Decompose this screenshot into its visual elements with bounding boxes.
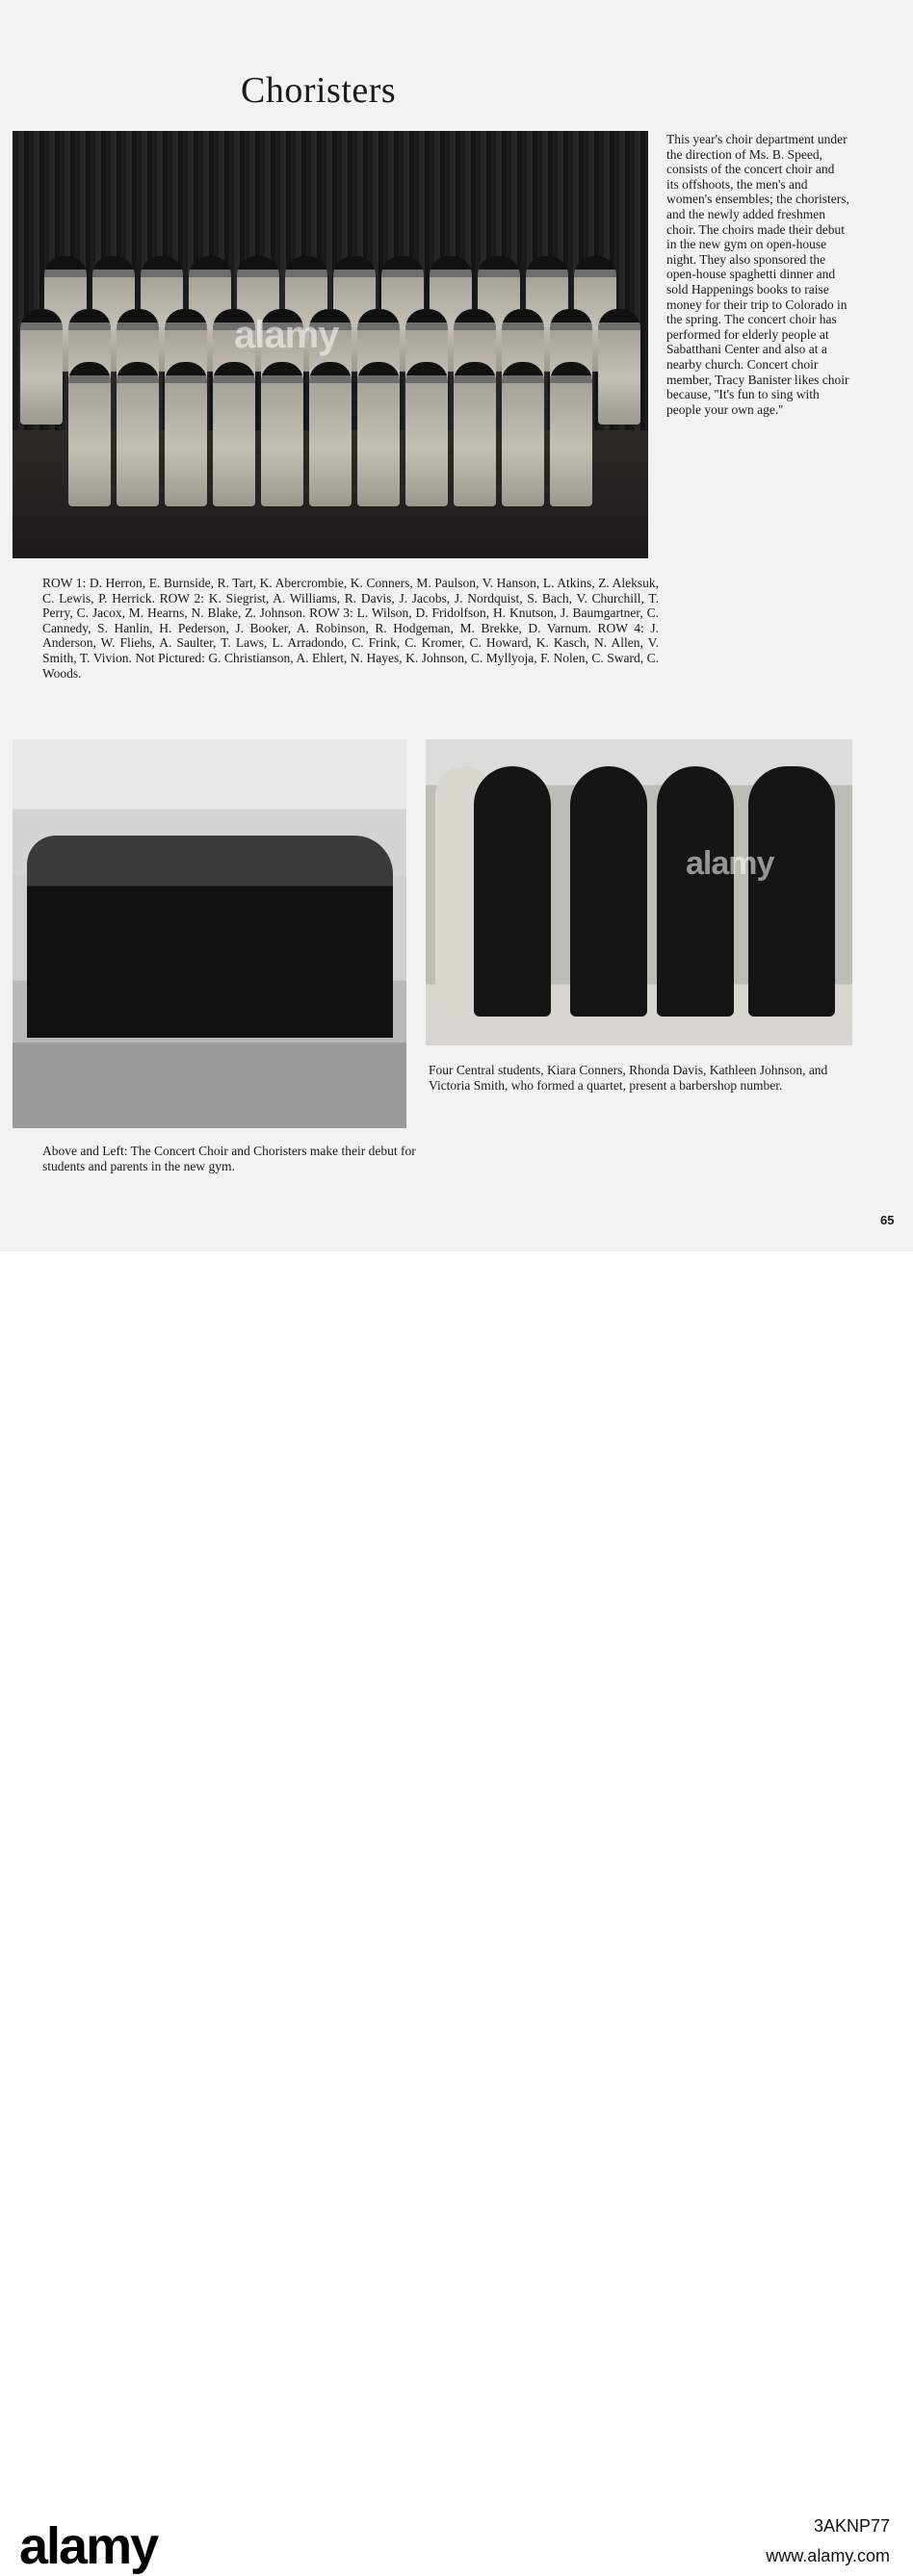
alamy-logo: alamy — [19, 2517, 158, 2575]
choir-description: This year's choir department under the direction of Ms. B. Speed, consists of the concert choir and its offshoots, the men's and women's ensembles; the choristers, and the newly added freshmen choir. The choirs made their debut in the new gym on open-house night. They also sponsored the open-house spaghetti dinner and sold Happenings books to raise money for their trip to Colorado in the spring. The concert choir has performed for elderly people at Sabatthani Center and also at a nearby church. Concert choir member, Tracy Banister likes choir because, ''It's fun to sing with people your own age.'' — [666, 132, 849, 417]
singer — [474, 766, 551, 1017]
choir-on-risers — [27, 836, 393, 1038]
concert-caption: Above and Left: The Concert Choir and Choristers make their debut for students and parents in the new gym. — [42, 1144, 416, 1173]
page-number: 65 — [880, 1213, 895, 1227]
page-title: Choristers — [241, 70, 397, 111]
watermark-main-photo: alamy — [234, 314, 339, 356]
choir-roster: ROW 1: D. Herron, E. Burnside, R. Tart, K. Abercrombie, K. Conners, M. Paulson, V. Hanson, L. Atkins, Z. Aleksuk, C. Lewis, P. Herrick. ROW 2: K. Siegrist, A. Williams, R. Davis, J. Jacobs, J. Nordquist, S. Bach, V. Churchill, T. Perry, C. Jacox, M. Hearns, N. Blake, Z. Johnson. ROW 3: L. Wilson, D. Fridolfson, H. Knutson, J. Baumgartner, C. Cannedy, S. Hanlin, H. Pederson, J. Booker, A. Robinson, R. Hodgeman, M. Brekke, D. Varnum. ROW 4: J. Anderson, W. Fliehs, A. Saulter, T. Laws, L. Arradondo, C. Frink, C. Kromer, C. Howard, K. Kasch, N. Allen, V. Smith, T. Vivion. Not Pictured: G. Christianson, A. Ehlert, N. Hayes, K. Johnson, C. Myllyoja, F. Nolen, C. Sward, C. Woods. — [42, 576, 659, 681]
quartet-photo — [426, 739, 852, 1045]
singer — [570, 766, 647, 1017]
yearbook-page — [0, 0, 913, 1251]
watermark-quartet-photo: alamy — [686, 845, 774, 882]
singer — [748, 766, 835, 1017]
concert-choir-photo — [13, 739, 406, 1128]
stock-footer — [0, 1251, 913, 2575]
singer — [657, 766, 734, 1017]
stock-url[interactable]: www.alamy.com — [766, 2546, 890, 2565]
choir-group-photo — [13, 131, 648, 558]
stock-info — [766, 2516, 890, 2566]
choir-front-row — [13, 362, 648, 506]
quartet-caption: Four Central students, Kiara Conners, Rhonda Davis, Kathleen Johnson, and Victoria Smith, who formed a quartet, present a barbershop number. — [429, 1063, 828, 1093]
image-id: 3AKNP77 — [813, 2516, 890, 2536]
